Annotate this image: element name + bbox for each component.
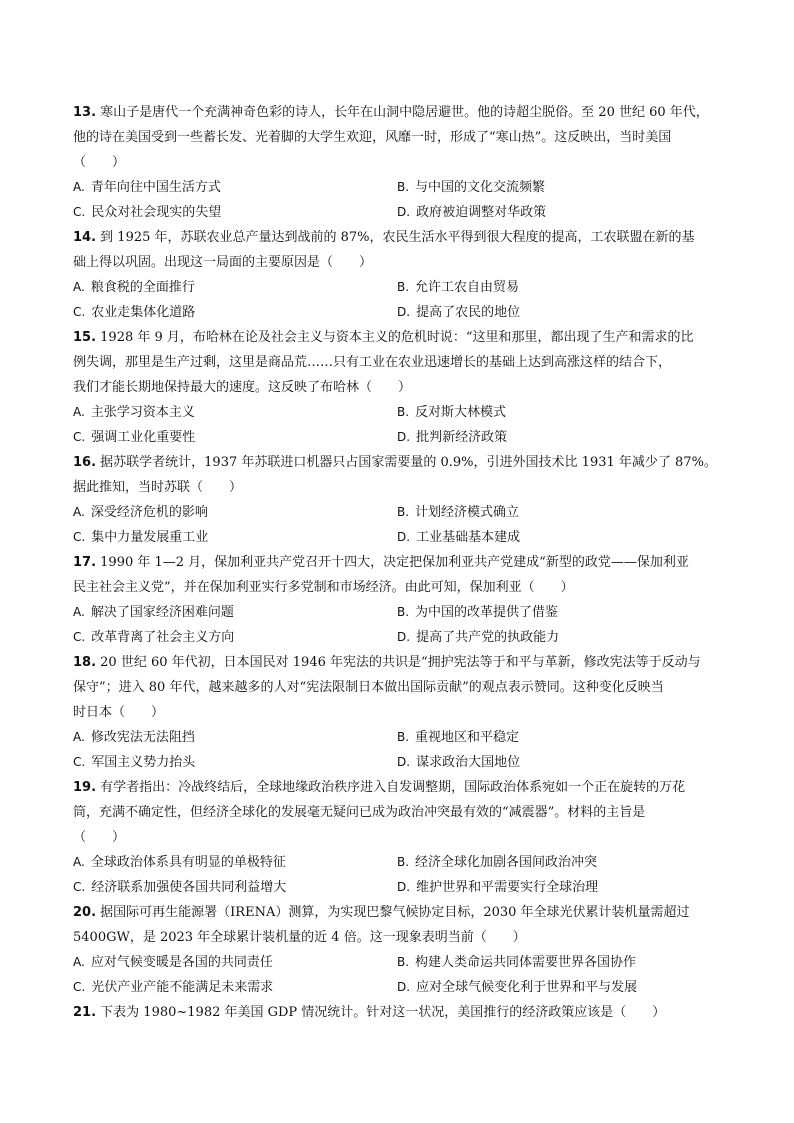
question-stem-line xyxy=(73,925,721,950)
option-letter: B. xyxy=(397,605,410,619)
option-letter: A. xyxy=(73,280,85,294)
option-text: 青年向往中国生活方式 xyxy=(90,180,221,195)
question-stem-line xyxy=(73,350,721,375)
question-stem-line xyxy=(73,800,721,825)
option-letter: D. xyxy=(397,755,411,769)
answer-option xyxy=(397,975,721,1000)
option-text: 工业基础基本建成 xyxy=(416,530,521,545)
option-text: 全球政治体系具有明显的单极特征 xyxy=(90,855,286,870)
question-number: 15. xyxy=(73,330,97,345)
answer-option xyxy=(397,600,721,625)
option-letter: C. xyxy=(73,530,86,544)
option-letter: A. xyxy=(73,730,85,744)
question-15 xyxy=(73,325,721,450)
question-text: 20 世纪 60 年代初，日本国民对 1946 年宪法的共识是“拥护宪法等于和平与革新，修改宪法等于反动与 xyxy=(96,655,701,670)
answer-options xyxy=(73,725,721,775)
question-stem-line xyxy=(73,775,721,800)
question-number: 18. xyxy=(73,655,97,670)
option-text: 构建人类命运共同体需要世界各国协作 xyxy=(415,955,637,970)
option-text: 经济全球化加剧各国间政治冲突 xyxy=(415,855,598,870)
answer-option xyxy=(73,625,397,650)
question-17 xyxy=(73,550,721,650)
question-number: 13. xyxy=(73,105,97,120)
option-text: 计划经济模式确立 xyxy=(415,505,520,520)
question-21 xyxy=(73,1000,721,1025)
question-text: 据此推知，当时苏联（ ） xyxy=(73,480,243,495)
question-text: 有学者指出：冷战终结后，全球地缘政治秩序进入自发调整期，国际政治体系宛如一个正在旋转的万花 xyxy=(96,780,686,795)
question-stem-line xyxy=(73,700,721,725)
option-letter: D. xyxy=(397,630,411,644)
question-text: 保守”；进入 80 年代，越来越多的人对“宪法限制日本做出国际贡献”的观点表示赞同。这种变化反映当 xyxy=(73,680,664,695)
answer-options xyxy=(73,950,721,1000)
option-text: 修改宪法无法阻挡 xyxy=(90,730,195,745)
answer-option xyxy=(397,175,721,200)
question-stem-line xyxy=(73,250,721,275)
question-text: 他的诗在美国受到一些蓄长发、光着脚的大学生欢迎，风靡一时，形成了“寒山热”。这反映出，当时美国 xyxy=(73,130,672,145)
question-stem-line xyxy=(73,225,721,250)
option-text: 政府被迫调整对华政策 xyxy=(416,205,547,220)
question-text: 据苏联学者统计，1937 年苏联进口机器只占国家需要量的 0.9%，引进外国技术比 1931 年减少了 87%。 xyxy=(96,455,717,470)
option-letter: D. xyxy=(397,530,411,544)
question-20 xyxy=(73,900,721,1000)
option-letter: C. xyxy=(73,755,86,769)
option-text: 应对气候变暖是各国的共同责任 xyxy=(90,955,273,970)
question-stem-line xyxy=(73,575,721,600)
option-text: 应对全球气候变化利于世界和平与发展 xyxy=(416,980,638,995)
answer-option xyxy=(397,875,721,900)
answer-option xyxy=(397,625,721,650)
answer-option xyxy=(73,300,397,325)
question-stem-line xyxy=(73,1000,721,1025)
option-letter: D. xyxy=(397,430,411,444)
option-letter: C. xyxy=(73,880,86,894)
answer-option xyxy=(73,725,397,750)
question-text: 5400GW，是 2023 年全球累计装机量的近 4 倍。这一现象表明当前（ ） xyxy=(73,930,526,945)
option-text: 反对斯大林模式 xyxy=(415,405,507,420)
answer-options xyxy=(73,400,721,450)
answer-option xyxy=(397,300,721,325)
answer-options xyxy=(73,275,721,325)
question-number: 21. xyxy=(73,1005,97,1020)
option-letter: D. xyxy=(397,305,411,319)
option-text: 经济联系加强使各国共同利益增大 xyxy=(91,880,287,895)
answer-option xyxy=(73,975,397,1000)
question-text: 我们才能长期地保持最大的速度。这反映了布哈林（ ） xyxy=(73,380,412,395)
question-stem-line xyxy=(73,150,721,175)
exam-page xyxy=(73,100,721,1025)
option-text: 军国主义势力抬头 xyxy=(91,755,196,770)
option-letter: B. xyxy=(397,955,410,969)
answer-option xyxy=(73,850,397,875)
answer-option xyxy=(397,400,721,425)
answer-options xyxy=(73,175,721,225)
option-letter: A. xyxy=(73,605,85,619)
option-text: 集中力量发展重工业 xyxy=(91,530,209,545)
question-stem-line xyxy=(73,125,721,150)
question-stem-line xyxy=(73,550,721,575)
question-text: （ ） xyxy=(73,830,126,845)
answer-option xyxy=(73,200,397,225)
question-text: 时日本（ ） xyxy=(73,705,165,720)
option-text: 民众对社会现实的失望 xyxy=(91,205,222,220)
question-text: 下表为 1980~1982 年美国 GDP 情况统计。针对这一状况，美国推行的经济政策应该是（ ） xyxy=(96,1005,666,1020)
answer-option xyxy=(73,875,397,900)
answer-option xyxy=(73,750,397,775)
option-letter: A. xyxy=(73,955,85,969)
option-letter: B. xyxy=(397,855,410,869)
question-text: （ ） xyxy=(73,155,126,170)
option-letter: B. xyxy=(397,180,410,194)
question-number: 20. xyxy=(73,905,97,920)
option-text: 解决了国家经济困难问题 xyxy=(90,605,234,620)
answer-option xyxy=(397,500,721,525)
question-stem-line xyxy=(73,325,721,350)
answer-option xyxy=(73,400,397,425)
question-stem-line xyxy=(73,900,721,925)
option-letter: B. xyxy=(397,505,410,519)
option-text: 为中国的改革提供了借鉴 xyxy=(415,605,559,620)
answer-option xyxy=(397,525,721,550)
question-14 xyxy=(73,225,721,325)
question-text: 筒，充满不确定性，但经济全球化的发展毫无疑问已成为政治冲突最有效的“减震器”。材料的主旨是 xyxy=(73,805,646,820)
option-text: 维护世界和平需要实行全球治理 xyxy=(416,880,599,895)
answer-option xyxy=(73,425,397,450)
option-letter: A. xyxy=(73,405,85,419)
option-letter: A. xyxy=(73,855,85,869)
answer-options xyxy=(73,500,721,550)
question-text: 1990 年 1—2 月，保加利亚共产党召开十四大，决定把保加利亚共产党建成“新型的政党——保加利亚 xyxy=(96,555,689,570)
question-text: 例失调，那里是生产过剩，这里是商品荒……只有工业在农业迅速增长的基础上达到高涨这样的结合下， xyxy=(73,355,672,370)
question-text: 1928 年 9 月，布哈林在论及社会主义与资本主义的危机时说：“这里和那里，都出现了生产和需求的比 xyxy=(96,330,694,345)
option-text: 与中国的文化交流频繁 xyxy=(415,180,546,195)
answer-option xyxy=(397,200,721,225)
answer-option xyxy=(397,725,721,750)
option-text: 粮食税的全面推行 xyxy=(90,280,195,295)
option-letter: D. xyxy=(397,205,411,219)
option-text: 光伏产业产能不能满足未来需求 xyxy=(91,980,274,995)
option-text: 允许工农自由贸易 xyxy=(415,280,520,295)
answer-option xyxy=(73,500,397,525)
answer-option xyxy=(73,950,397,975)
question-stem-line xyxy=(73,675,721,700)
option-text: 谋求政治大国地位 xyxy=(416,755,521,770)
option-letter: C. xyxy=(73,430,86,444)
option-letter: A. xyxy=(73,505,85,519)
option-text: 农业走集体化道路 xyxy=(91,305,196,320)
question-18 xyxy=(73,650,721,775)
question-13 xyxy=(73,100,721,225)
option-letter: C. xyxy=(73,630,86,644)
option-text: 提高了农民的地位 xyxy=(416,305,521,320)
question-stem-line xyxy=(73,475,721,500)
option-text: 提高了共产党的执政能力 xyxy=(416,630,560,645)
option-text: 改革背离了社会主义方向 xyxy=(91,630,235,645)
answer-option xyxy=(397,750,721,775)
option-text: 重视地区和平稳定 xyxy=(415,730,520,745)
question-text: 寒山子是唐代一个充满神奇色彩的诗人，长年在山洞中隐居避世。他的诗超尘脱俗。至 20 世纪 60 年代， xyxy=(96,105,709,120)
answer-option xyxy=(397,950,721,975)
option-letter: B. xyxy=(397,730,410,744)
option-text: 批判新经济政策 xyxy=(416,430,508,445)
question-19 xyxy=(73,775,721,900)
question-stem-line xyxy=(73,375,721,400)
answer-option xyxy=(397,425,721,450)
option-text: 主张学习资本主义 xyxy=(90,405,195,420)
answer-options xyxy=(73,850,721,900)
question-stem-line xyxy=(73,100,721,125)
answer-option xyxy=(73,525,397,550)
option-letter: B. xyxy=(397,280,410,294)
question-number: 19. xyxy=(73,780,97,795)
question-text: 据国际可再生能源署（IRENA）测算，为实现巴黎气候协定目标，2030 年全球光伏累计装机量需超过 xyxy=(96,905,690,920)
question-number: 17. xyxy=(73,555,97,570)
option-text: 强调工业化重要性 xyxy=(91,430,196,445)
question-text: 民主社会主义党”，并在保加利亚实行多党制和市场经济。由此可知，保加利亚（ ） xyxy=(73,580,574,595)
question-number: 14. xyxy=(73,230,97,245)
option-letter: C. xyxy=(73,305,86,319)
answer-option xyxy=(73,175,397,200)
option-letter: B. xyxy=(397,405,410,419)
question-number: 16. xyxy=(73,455,97,470)
question-stem-line xyxy=(73,450,721,475)
answer-option xyxy=(397,850,721,875)
option-letter: D. xyxy=(397,880,411,894)
question-stem-line xyxy=(73,650,721,675)
question-stem-line xyxy=(73,825,721,850)
answer-options xyxy=(73,600,721,650)
option-letter: C. xyxy=(73,980,86,994)
question-16 xyxy=(73,450,721,550)
option-letter: D. xyxy=(397,980,411,994)
answer-option xyxy=(397,275,721,300)
question-text: 础上得以巩固。出现这一局面的主要原因是（ ） xyxy=(73,255,373,270)
answer-option xyxy=(73,275,397,300)
option-text: 深受经济危机的影响 xyxy=(90,505,208,520)
question-text: 到 1925 年，苏联农业总产量达到战前的 87%，农民生活水平得到很大程度的提高，工农联盟在新的基 xyxy=(96,230,695,245)
answer-option xyxy=(73,600,397,625)
option-letter: A. xyxy=(73,180,85,194)
option-letter: C. xyxy=(73,205,86,219)
